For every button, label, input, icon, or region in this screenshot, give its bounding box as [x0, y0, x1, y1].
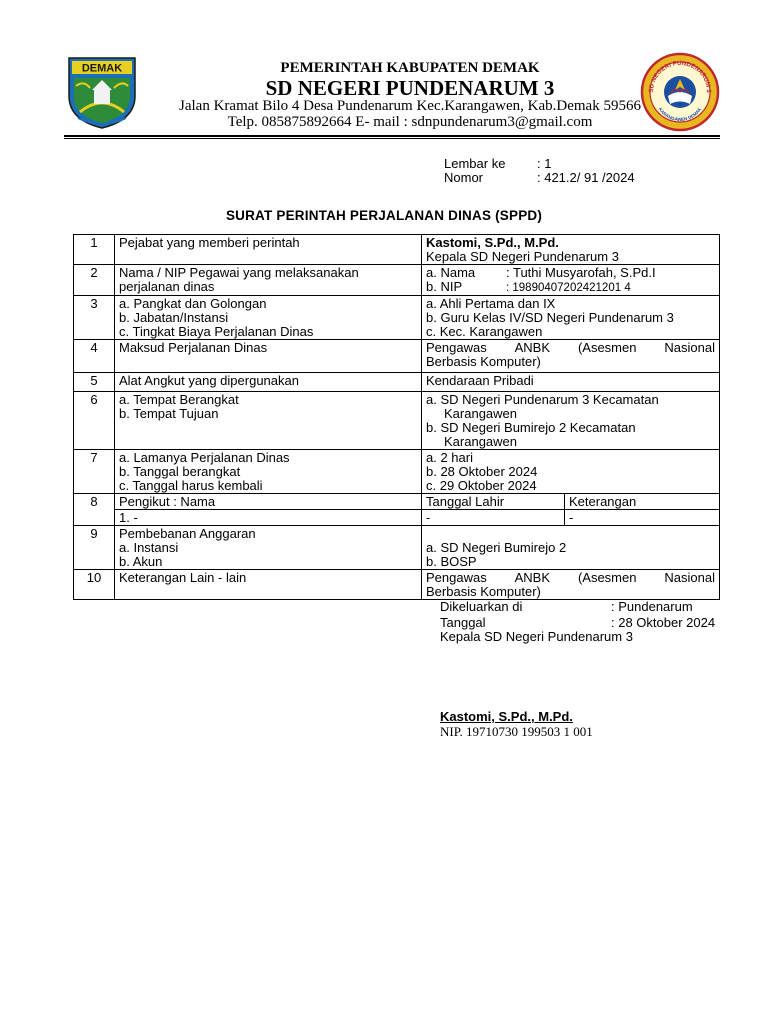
issued-date-value: : 28 Oktober 2024: [611, 615, 716, 630]
label-line: b. Jabatan/Instansi: [119, 310, 229, 325]
employee-name: : Tuthi Musyarofah, S.Pd.I: [506, 265, 656, 280]
table-row: [74, 494, 720, 510]
issued-date-label: Tanggal: [440, 615, 486, 630]
value-spacer: [426, 527, 715, 541]
number-value: : 421.2/ 91 /2024: [537, 170, 635, 185]
value-line: Berbasis Komputer): [426, 354, 541, 369]
label-line: a. Tempat Berangkat: [119, 392, 239, 407]
value-line: c. 29 Oktober 2024: [426, 478, 537, 493]
row-label: Keterangan Lain - lain: [115, 570, 422, 600]
table-row: [74, 235, 720, 265]
table-row: [74, 296, 720, 340]
word: ANBK: [514, 570, 551, 585]
row-value: [422, 392, 720, 450]
label-line: b. Akun: [119, 554, 163, 569]
label-line: a. Lamanya Perjalanan Dinas: [119, 450, 290, 465]
label-line: Pembebanan Anggaran: [119, 526, 256, 541]
signer-name: Kastomi, S.Pd., M.Pd.: [440, 709, 573, 724]
name-key: a. Nama: [426, 265, 476, 280]
issued-place-label: Dikeluarkan di: [440, 599, 523, 614]
label-line: Nama / NIP Pegawai yang melaksanakan: [119, 265, 359, 280]
row-label: Pejabat yang memberi perintah: [115, 235, 422, 265]
row-number: 9: [74, 526, 115, 570]
row-label: Alat Angkut yang dipergunakan: [115, 373, 422, 392]
row-number: 8: [74, 494, 115, 526]
row-value: [422, 570, 720, 600]
signer-position: Kepala SD Negeri Pundenarum 3: [440, 629, 633, 644]
value-line: a. 2 hari: [426, 450, 473, 465]
value-line: b. SD Negeri Bumirejo 2 Kecamatan: [426, 420, 636, 435]
birthdate-header: Tanggal Lahir: [422, 494, 565, 510]
follower-note: -: [565, 510, 720, 526]
label-line: b. Tempat Tujuan: [119, 406, 219, 421]
row-number: 1: [74, 235, 115, 265]
value-line: Berbasis Komputer): [426, 584, 541, 599]
label-line: a. Instansi: [119, 540, 179, 555]
value-line: b. BOSP: [426, 554, 477, 569]
row-label: [115, 296, 422, 340]
table-row: [74, 510, 720, 526]
seal-bottom-text: KARANGAWEN DEMAK: [657, 106, 703, 123]
row-number: 3: [74, 296, 115, 340]
row-value: [422, 235, 720, 265]
value-line: b. Guru Kelas IV/SD Negeri Pundenarum 3: [426, 310, 674, 325]
row-value: [422, 450, 720, 494]
number-label: Nomor: [444, 170, 484, 185]
row-number: 6: [74, 392, 115, 450]
row-label: Maksud Perjalanan Dinas: [115, 340, 422, 373]
follower-name: 1. -: [115, 510, 422, 526]
gov-heading: PEMERINTAH KABUPATEN DEMAK: [280, 60, 540, 76]
school-name: SD NEGERI PUNDENARUM 3: [265, 76, 555, 100]
row-label: [115, 265, 422, 296]
row-value: [422, 296, 720, 340]
value-line: a. SD Negeri Bumirejo 2: [426, 540, 567, 555]
value-line: b. 28 Oktober 2024: [426, 464, 538, 479]
sppd-table: [73, 234, 720, 600]
row-number: 10: [74, 570, 115, 600]
note-header: Keterangan: [565, 494, 720, 510]
value-line: c. Kec. Karangawen: [426, 324, 543, 339]
table-row: [74, 373, 720, 392]
seal-top-text: SD NEGERI PUNDENARUM 3: [647, 59, 713, 93]
issuer-position: Kepala SD Negeri Pundenarum 3: [426, 249, 619, 264]
header-rule-thick: [64, 135, 720, 137]
nip-key: b. NIP: [426, 279, 463, 294]
value-line: Karangawen: [444, 434, 517, 449]
label-line: c. Tingkat Biaya Perjalanan Dinas: [119, 324, 314, 339]
row-number: 2: [74, 265, 115, 296]
word: Pengawas: [426, 570, 487, 585]
row-value: [422, 340, 720, 373]
label-line: perjalanan dinas: [119, 279, 215, 294]
table-row: [74, 392, 720, 450]
employee-nip: : 19890407202421201 4: [506, 282, 631, 294]
demak-logo: [66, 56, 138, 130]
sheet-value: : 1: [537, 156, 552, 171]
justified-line: [426, 571, 715, 585]
word: Nasional: [664, 340, 715, 355]
value-line: a. SD Negeri Pundenarum 3 Kecamatan: [426, 392, 659, 407]
value-line: Karangawen: [444, 406, 517, 421]
label-line: c. Tanggal harus kembali: [119, 478, 263, 493]
document-title: SURAT PERINTAH PERJALANAN DINAS (SPPD): [225, 208, 543, 223]
row-number: 5: [74, 373, 115, 392]
follower-birthdate: -: [422, 510, 565, 526]
sheet-label: Lembar ke: [444, 156, 506, 171]
word: ANBK: [514, 340, 551, 355]
row-value: [422, 265, 720, 296]
row-value: Kendaraan Pribadi: [422, 373, 720, 392]
row-number: 7: [74, 450, 115, 494]
row-label: [115, 450, 422, 494]
table-row: [74, 265, 720, 296]
issuer-name: Kastomi, S.Pd., M.Pd.: [426, 235, 559, 250]
word: Pengawas: [426, 340, 487, 355]
header-rule-thin: [64, 138, 720, 139]
table-row: [74, 570, 720, 600]
row-label: [115, 392, 422, 450]
label-line: b. Tanggal berangkat: [119, 464, 241, 479]
row-label: [115, 526, 422, 570]
table-row: [74, 450, 720, 494]
table-row: [74, 526, 720, 570]
signer-nip: NIP. 19710730 199503 1 001: [440, 724, 593, 739]
value-line: a. Ahli Pertama dan IX: [426, 296, 556, 311]
word: (Asesmen: [577, 340, 637, 355]
word: (Asesmen: [577, 570, 637, 585]
school-address: Jalan Kramat Bilo 4 Desa Pundenarum Kec.Karangawen, Kab.Demak 59566: [179, 98, 641, 114]
row-label: Pengikut : Nama: [115, 494, 422, 510]
row-value: [422, 526, 720, 570]
school-contact: Telp. 085875892664 E- mail : sdnpundenarum3@gmail.com: [227, 114, 593, 130]
demak-logo-text: DEMAK: [81, 62, 123, 75]
row-number: 4: [74, 340, 115, 373]
table-row: [74, 340, 720, 373]
issued-place-value: : Pundenarum: [611, 599, 693, 614]
label-line: a. Pangkat dan Golongan: [119, 296, 267, 311]
justified-line: [426, 341, 715, 355]
word: Nasional: [664, 570, 715, 585]
